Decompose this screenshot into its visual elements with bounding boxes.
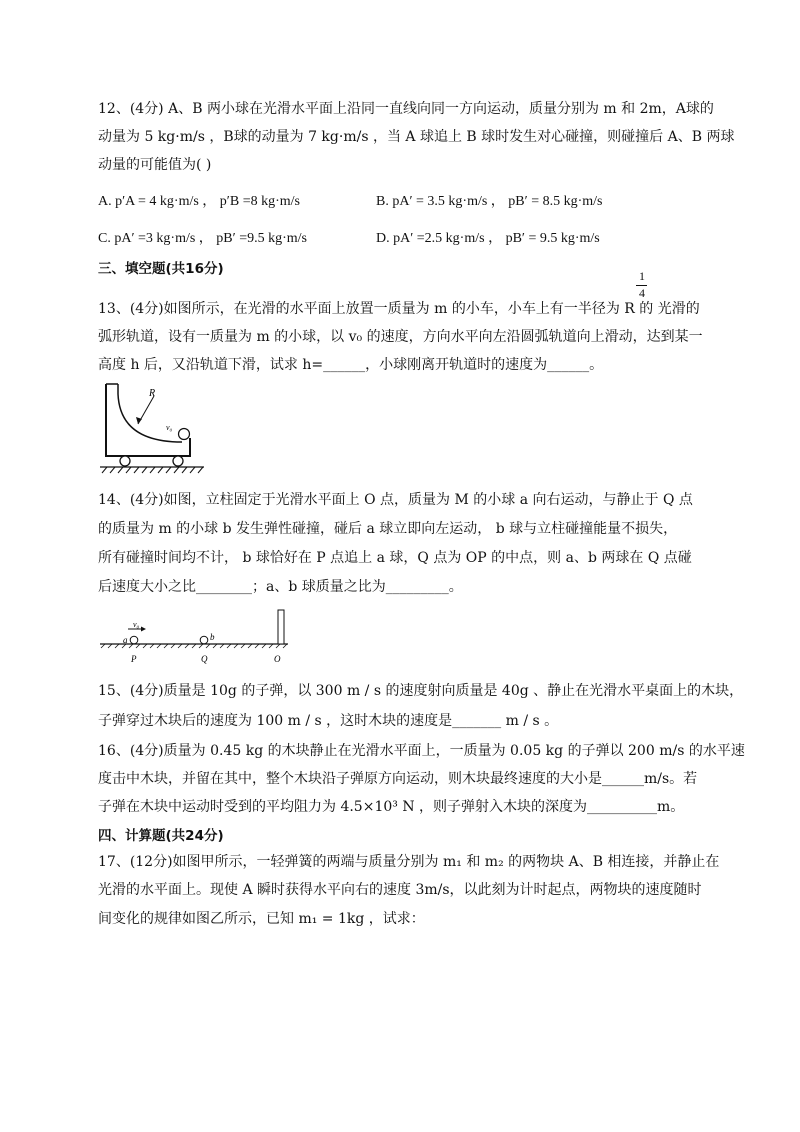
q15-line-2: 子弹穿过木块后的速度为 100 m / s ，这时木块的速度是_______ m / s 。 <box>98 713 559 729</box>
q16-line-1: 16、(4分)质量为 0.45 kg 的木块静止在光滑水平面上，一质量为 0.05 kg 的子弹以 200 m/s 的水平速 <box>98 743 745 759</box>
q13-fig-label-r: R <box>149 388 156 399</box>
q13-fraction-numerator: 1 <box>639 269 645 283</box>
q13-cart-figure <box>98 376 208 476</box>
q14-line-2: 的质量为 m 的小球 b 发生弹性碰撞，碰后 a 球立即向左运动， b 球与立柱碰撞能量不损失， <box>98 521 678 537</box>
q13-line-3: 高度 h 后，又沿轨道下滑，试求 h=______，小球刚离开轨道时的速度为______。 <box>98 357 604 373</box>
q14-line-4: 后速度大小之比________；a、b 球质量之比为_________。 <box>98 579 463 595</box>
q12-line-1: 12、(4分) A、B 两小球在光滑水平面上沿同一直线向同一方向运动，质量分别为 m 和 2m，A球的 <box>98 101 714 117</box>
q12-option-c: C. pA′ =3 kg·m/s ， pB′ =9.5 kg·m/s <box>98 231 307 246</box>
q17-line-3: 间变化的规律如图乙所示，已知 m₁ = 1kg ，试求： <box>98 911 425 927</box>
q14-fig-label-v0: v₀ <box>133 620 140 629</box>
q13-fig-label-v0: v₀ <box>166 423 173 432</box>
q13-line-2: 弧形轨道，设有一质量为 m 的小球，以 v₀ 的速度，方向水平向左沿圆弧轨道向上滑动，达到某一 <box>98 329 703 345</box>
q12-line-2: 动量为 5 kg·m/s ，B球的动量为 7 kg·m/s ，当 A 球追上 B 球时发生对心碰撞，则碰撞后 A、B 两球 <box>98 129 735 145</box>
q14-fig-label-o: O <box>274 654 281 664</box>
q14-fig-label-p: P <box>131 654 137 664</box>
q16-line-2: 度击中木块，并留在其中，整个木块沿子弹原方向运动，则木块最终速度的大小是______m/s。若 <box>98 771 698 787</box>
q15-line-1: 15、(4分)质量是 10g 的子弹，以 300 m / s 的速度射向质量是 40g 、静止在光滑水平桌面上的木块， <box>98 683 744 699</box>
q13-fraction-denominator: 4 <box>639 286 645 300</box>
section-3-heading: 三、填空题(共16分) <box>98 261 224 277</box>
q13-line-1: 13、(4分)如图所示，在光滑的水平面上放置一质量为 m 的小车，小车上有一半径为 R 的 光滑的 <box>98 301 700 317</box>
q14-collision-figure <box>98 606 298 668</box>
q14-fig-label-q: Q <box>201 654 208 664</box>
q14-line-3: 所有碰撞时间均不计， b 球恰好在 P 点追上 a 球，Q 点为 OP 的中点，则 a、b 两球在 Q 点碰 <box>98 550 692 566</box>
q17-line-2: 光滑的水平面上。现使 A 瞬时获得水平向右的速度 3m/s，以此刻为计时起点，两物块的速度随时 <box>98 882 702 898</box>
q12-option-a: A. p′A = 4 kg·m/s ， p′B =8 kg·m/s <box>98 194 300 209</box>
q14-fig-label-b: b <box>210 632 215 642</box>
q12-option-b: B. pA′ = 3.5 kg·m/s ， pB′ = 8.5 kg·m/s <box>376 194 603 209</box>
q14-fig-label-a: a <box>123 635 128 645</box>
section-4-heading: 四、计算题(共24分) <box>98 828 224 844</box>
q12-option-d: D. pA′ =2.5 kg·m/s ， pB′ = 9.5 kg·m/s <box>376 231 600 246</box>
q12-line-3: 动量的可能值为( ) <box>98 157 212 173</box>
q16-line-3: 子弹在木块中运动时受到的平均阻力为 4.5×10³ N ，则子弹射入木块的深度为__________m。 <box>98 799 685 815</box>
q17-line-1: 17、(12分)如图甲所示，一轻弹簧的两端与质量分别为 m₁ 和 m₂ 的两物块 A、B 相连接，并静止在 <box>98 854 720 870</box>
q14-line-1: 14、(4分)如图，立柱固定于光滑水平面上 O 点，质量为 M 的小球 a 向右运动，与静止于 Q 点 <box>98 492 693 508</box>
